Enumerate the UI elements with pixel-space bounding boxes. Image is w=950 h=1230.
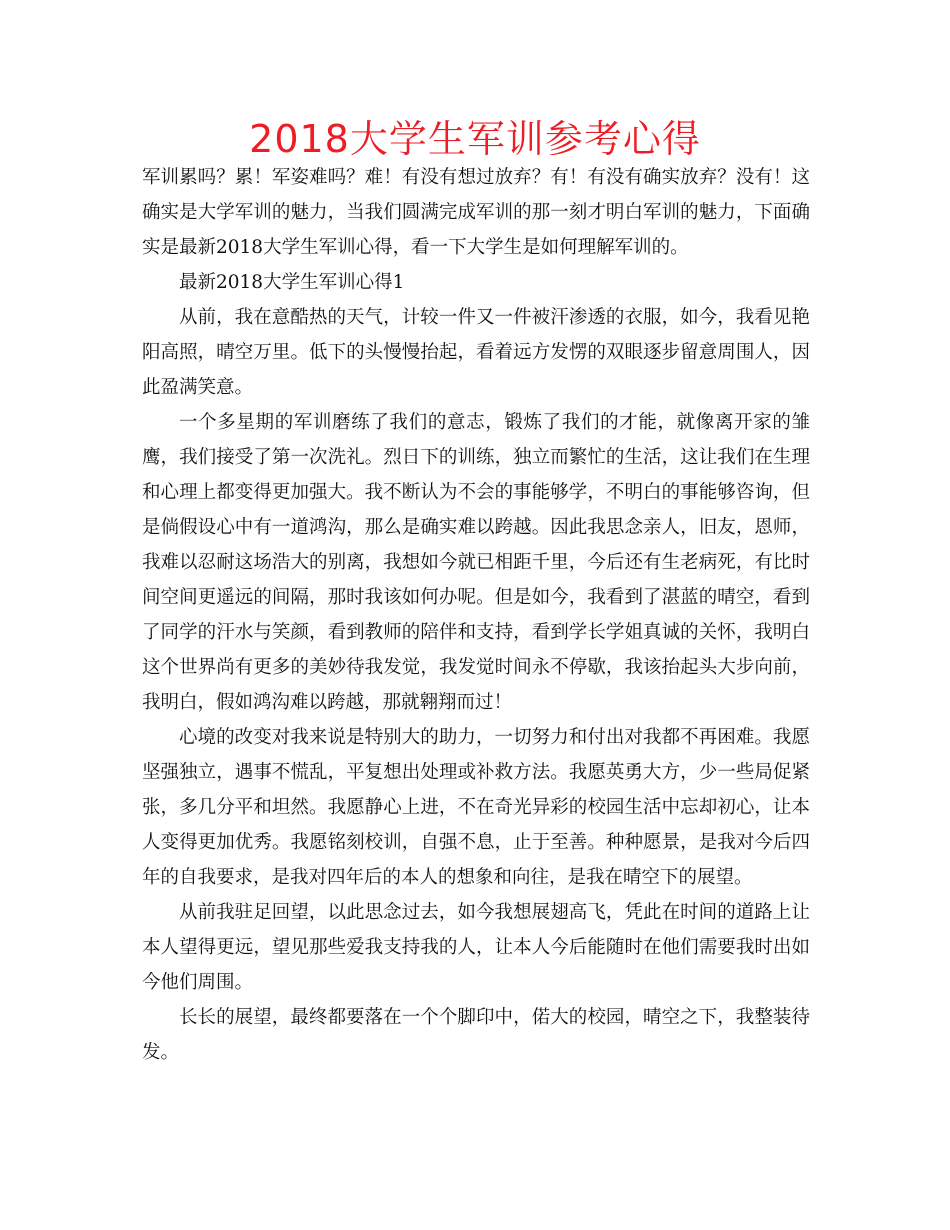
section-heading: 最新2018大学生军训心得1 [179, 272, 405, 293]
intro-paragraph: 军训累吗？累！军姿难吗？难！有没有想过放弃？有！有没有确实放弃？没有！这确实是大学军训的魅力，当我们圆满完成军训的那一刻才明白军训的魅力，下面确实是最新2018大学生军训心得，看一下大学生是如何理解军训的。 [142, 167, 810, 258]
body-paragraph: 一个多星期的军训磨练了我们的意志，锻炼了我们的才能，就像离开家的雏鹰，我们接受了第一次洗礼。烈日下的训练，独立而繁忙的生活，这让我们在生理和心理上都变得更加强大。我不断认为不会的事能够学，不明白的事能够咨询，但是倘假设心中有一道鸿沟，那么是确实难以跨越。因此我思念亲人，旧友，恩师，我难以忍耐这场浩大的别离，我想如今就已相距千里，今后还有生老病死，有比时间空间更遥远的间隔，那时我该如何办呢。但是如今，我看到了湛蓝的晴空，看到了同学的汗水与笑颜，看到教师的陪伴和支持，看到学长学姐真诚的关怀，我明白这个世界尚有更多的美妙待我发觉，我发觉时间永不停歇，我该抬起头大步向前，我明白，假如鸿沟难以跨越，那就翱翔而过！ [142, 412, 810, 713]
body-paragraph: 从前我驻足回望，以此思念过去，如今我想展翅高飞，凭此在时间的道路上让本人望得更远，望见那些爱我支持我的人，让本人今后能随时在他们需要我时出如今他们周围。 [142, 902, 810, 993]
body-paragraph: 长长的展望，最终都要落在一个个脚印中，偌大的校园，晴空之下，我整装待发。 [142, 1007, 810, 1063]
body-paragraph: 心境的改变对我来说是特别大的助力，一切努力和付出对我都不再困难。我愿坚强独立，遇事不慌乱，平复想出处理或补救方法。我愿英勇大方，少一些局促紧张，多几分平和坦然。我愿静心上进，不在奇光异彩的校园生活中忘却初心，让本人变得更加优秀。我愿铭刻校训，自强不息，止于至善。种种愿景，是我对今后四年的自我要求，是我对四年后的本人的想象和向往，是我在晴空下的展望。 [142, 727, 810, 888]
body-paragraph: 从前，我在意酷热的天气，计较一件又一件被汗渗透的衣服，如今，我看见艳阳高照，晴空万里。低下的头慢慢抬起，看着远方发愣的双眼逐步留意周围人，因此盈满笑意。 [142, 307, 810, 398]
document-body [142, 160, 810, 1070]
document-title: 2018大学生军训参考心得 [249, 117, 701, 161]
